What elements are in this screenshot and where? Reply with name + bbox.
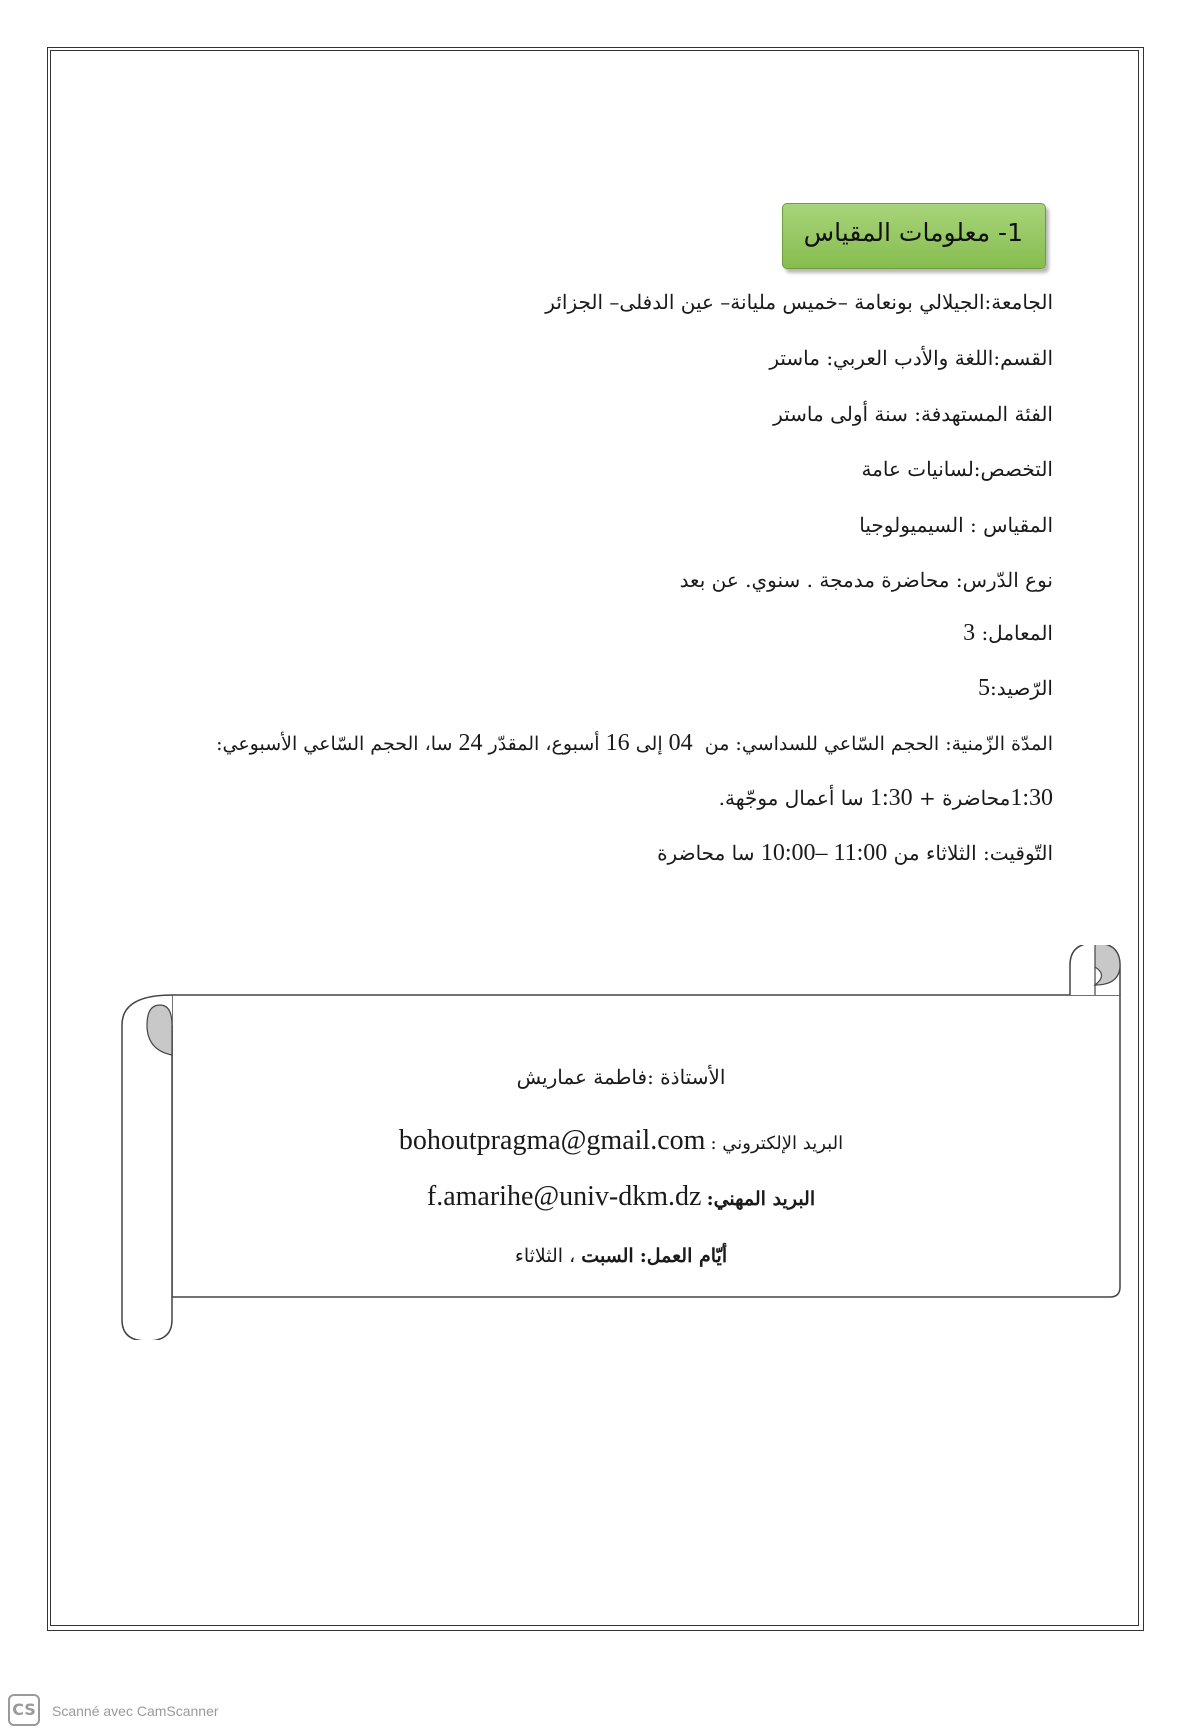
coefficient-value: 3 — [963, 620, 976, 646]
schedule-line — [657, 840, 1053, 867]
duration-hours: 24 — [458, 730, 483, 756]
audience-line: الفئة المستهدفة: سنة أولى ماستر — [773, 402, 1053, 426]
duration-line — [216, 730, 1053, 757]
section-title-box — [782, 203, 1046, 269]
contact-scroll-banner — [120, 945, 1122, 1340]
pro-email-address[interactable]: f.amarihe@univ-dkm.dz — [426, 1181, 702, 1212]
credits-value: 5 — [978, 675, 991, 701]
schedule-label: التّوقيت: الثلاثاء من — [893, 841, 1053, 865]
credits-label: الرّصيد: — [990, 676, 1053, 700]
duration-from: 04 — [668, 730, 693, 756]
weekly-tutorial-word: سا أعمال موجّهة. — [718, 786, 864, 810]
schedule-time: 10:00– 11:00 — [760, 840, 888, 866]
credits-line — [978, 675, 1053, 702]
work-days-separator: ، — [569, 1245, 576, 1267]
teacher-name: الأستاذة :فاطمة عماريش — [516, 1065, 726, 1089]
camscanner-logo-icon: CS — [8, 1694, 40, 1726]
weekly-lecture-time: 1:30 — [1010, 785, 1053, 811]
work-day-saturday: السبت — [581, 1245, 634, 1267]
weekly-tutorial-time: 1:30 — [869, 785, 913, 811]
coefficient-label: المعامل: — [981, 621, 1053, 645]
duration-text-3: سا، الحجم السّاعي الأسبوعي: — [216, 733, 453, 755]
work-days-label: أيّام العمل: — [639, 1245, 728, 1267]
duration-to-word: إلى — [635, 733, 663, 755]
email-row — [120, 1125, 1122, 1157]
section-title: 1- معلومات المقياس — [803, 218, 1023, 247]
duration-text-1: المدّة الزّمنية: الحجم السّاعي للسداسي: من — [704, 733, 1053, 755]
department-line: القسم:اللغة والأدب العربي: ماستر — [769, 346, 1053, 370]
duration-to: 16 — [605, 730, 630, 756]
schedule-suffix: سا محاضرة — [657, 841, 755, 865]
work-days-row — [120, 1245, 1122, 1267]
pro-email-label: البريد المهني: — [706, 1188, 816, 1210]
specialty-line: التخصص:لسانيات عامة — [861, 457, 1053, 481]
course-type-line: نوع الدّرس: محاضرة مدمجة . سنوي. عن بعد — [679, 568, 1053, 592]
weekly-lecture-word: محاضرة + — [919, 786, 1011, 810]
coefficient-line — [963, 620, 1053, 647]
email-label: البريد الإلكتروني : — [710, 1133, 844, 1154]
inner-page-border — [50, 50, 1139, 1626]
pro-email-row — [120, 1181, 1122, 1213]
weekly-volume-line — [719, 785, 1053, 812]
university-line: الجامعة:الجيلالي بونعامة –خميس مليانة– عين الدفلى– الجزائر — [545, 290, 1053, 314]
email-address[interactable]: bohoutpragma@gmail.com — [398, 1125, 706, 1156]
duration-text-2: أسبوع، المقدّر — [488, 733, 600, 755]
work-day-tuesday: الثلاثاء — [514, 1245, 564, 1267]
module-line: المقياس : السيميولوجيا — [859, 513, 1053, 537]
scanner-label: Scanné avec CamScanner — [52, 1703, 219, 1719]
